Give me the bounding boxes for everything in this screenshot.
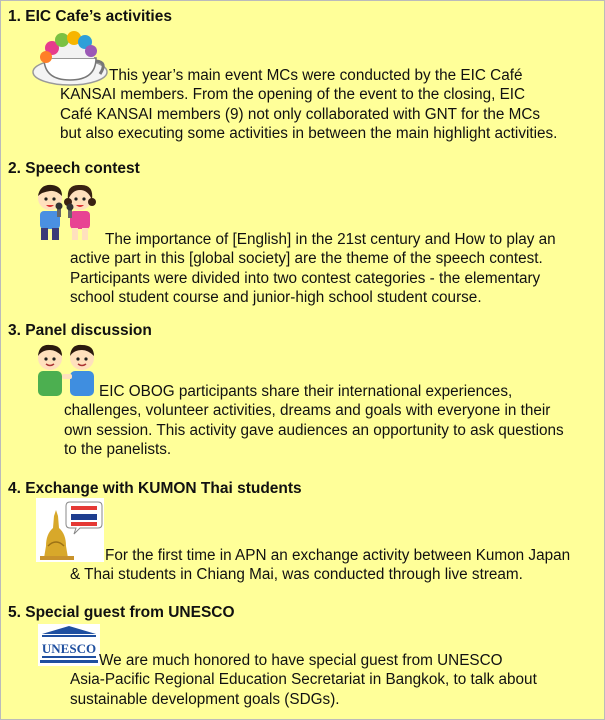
section-heading: 3. Panel discussion (8, 322, 152, 339)
section-heading: 2. Speech contest (8, 160, 140, 177)
section-description: The importance of [English] in the 21st century and How to play an active part in this [global society] are the theme of the speech contest. Participants were divided into two contest categories - the elementary school student course and junior-high school student course. (70, 231, 556, 307)
section-description: We are much honored to have special guest from UNESCO Asia-Pacific Regional Education Secretariat in Bangkok, to talk about sustainable development goals (SDGs). (70, 652, 537, 708)
section-heading: 1. EIC Cafe’s activities (8, 8, 172, 25)
section-description: EIC OBOG participants share their international experiences, challenges, volunteer activities, dreams and goals with everyone in their own session. This activity gave audiences an opportunity to ask questions to the panelists. (64, 383, 564, 459)
section-heading: 5. Special guest from UNESCO (8, 604, 235, 621)
svg-text:UNESCO: UNESCO (41, 641, 97, 656)
section-description: This year’s main event MCs were conducted by the EIC Café KANSAI members. From the opening of the event to the closing, EIC Café KANSAI members (9) not only collaborated with GNT for the MCs but also executing some activities in between the main highlight activities. (60, 67, 558, 143)
section-description: For the first time in APN an exchange activity between Kumon Japan & Thai students in Chiang Mai, was conducted through live stream. (70, 547, 571, 584)
section-heading: 4. Exchange with KUMON Thai students (8, 480, 302, 497)
